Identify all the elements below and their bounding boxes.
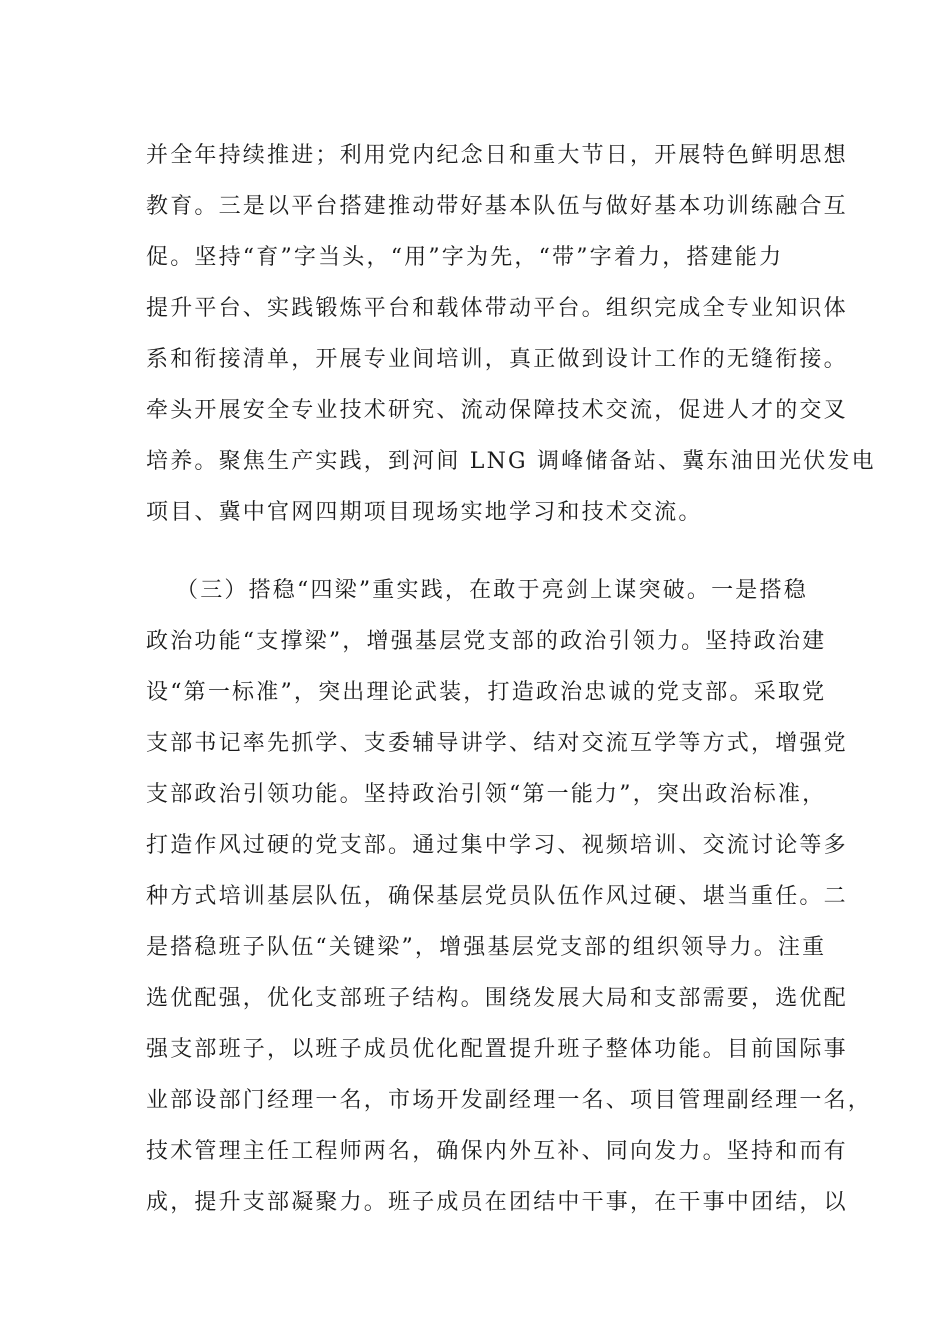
paragraph-gap	[146, 538, 806, 565]
text-line: 政治功能“支撑梁”，增强基层党支部的政治引领力。坚持政治建	[146, 629, 827, 654]
text-line: 业部设部门经理一名，市场开发副经理一名、项目管理副经理一名，	[146, 1088, 873, 1113]
text-line: 成，提升支部凝聚力。班子成员在团结中干事，在干事中团结，以	[146, 1190, 848, 1215]
text-line: 教育。三是以平台搭建推动带好基本队伍与做好基本功训练融合互	[146, 194, 848, 219]
text-line: 支部书记率先抓学、支委辅导讲学、结对交流互学等方式，增强党	[146, 731, 848, 756]
text-line: 设“第一标准”，突出理论武装，打造政治忠诚的党支部。采取党	[146, 680, 827, 705]
text-line: （三）搭稳“四梁”重实践，在敢于亮剑上谋突破。一是搭稳	[176, 578, 808, 603]
paragraph-1	[146, 130, 876, 538]
text-line: 系和衔接清单，开展专业间培训，真正做到设计工作的无缝衔接。	[146, 347, 848, 372]
text-line: 促。坚持“育”字当头，“用”字为先，“带”字着力，搭建能力	[146, 245, 784, 270]
text-line: 牵头开展安全专业技术研究、流动保障技术交流，促进人才的交叉	[146, 398, 848, 423]
text-line: 并全年持续推进；利用党内纪念日和重大节日，开展特色鲜明思想	[146, 143, 848, 168]
document-body	[146, 130, 876, 1228]
text-line: 提升平台、实践锻炼平台和载体带动平台。组织完成全专业知识体	[146, 296, 848, 321]
text-line: 打造作风过硬的党支部。通过集中学习、视频培训、交流讨论等多	[146, 833, 848, 858]
text-line: 选优配强，优化支部班子结构。围绕发展大局和支部需要，选优配	[146, 986, 848, 1011]
text-line: 技术管理主任工程师两名，确保内外互补、同向发力。坚持和而有	[146, 1139, 848, 1164]
text-line: 培养。聚焦生产实践，到河间 LNG 调峰储备站、冀东油田光伏发电	[146, 449, 876, 474]
text-line: 项目、冀中官网四期项目现场实地学习和技术交流。	[146, 500, 703, 525]
text-line: 强支部班子，以班子成员优化配置提升班子整体功能。目前国际事	[146, 1037, 848, 1062]
paragraph-2	[146, 565, 873, 1228]
text-line: 是搭稳班子队伍“关键梁”，增强基层党支部的组织领导力。注重	[146, 935, 827, 960]
text-line: 支部政治引领功能。坚持政治引领“第一能力”，突出政治标准，	[146, 782, 827, 807]
text-line: 种方式培训基层队伍，确保基层党员队伍作风过硬、堪当重任。二	[146, 884, 848, 909]
